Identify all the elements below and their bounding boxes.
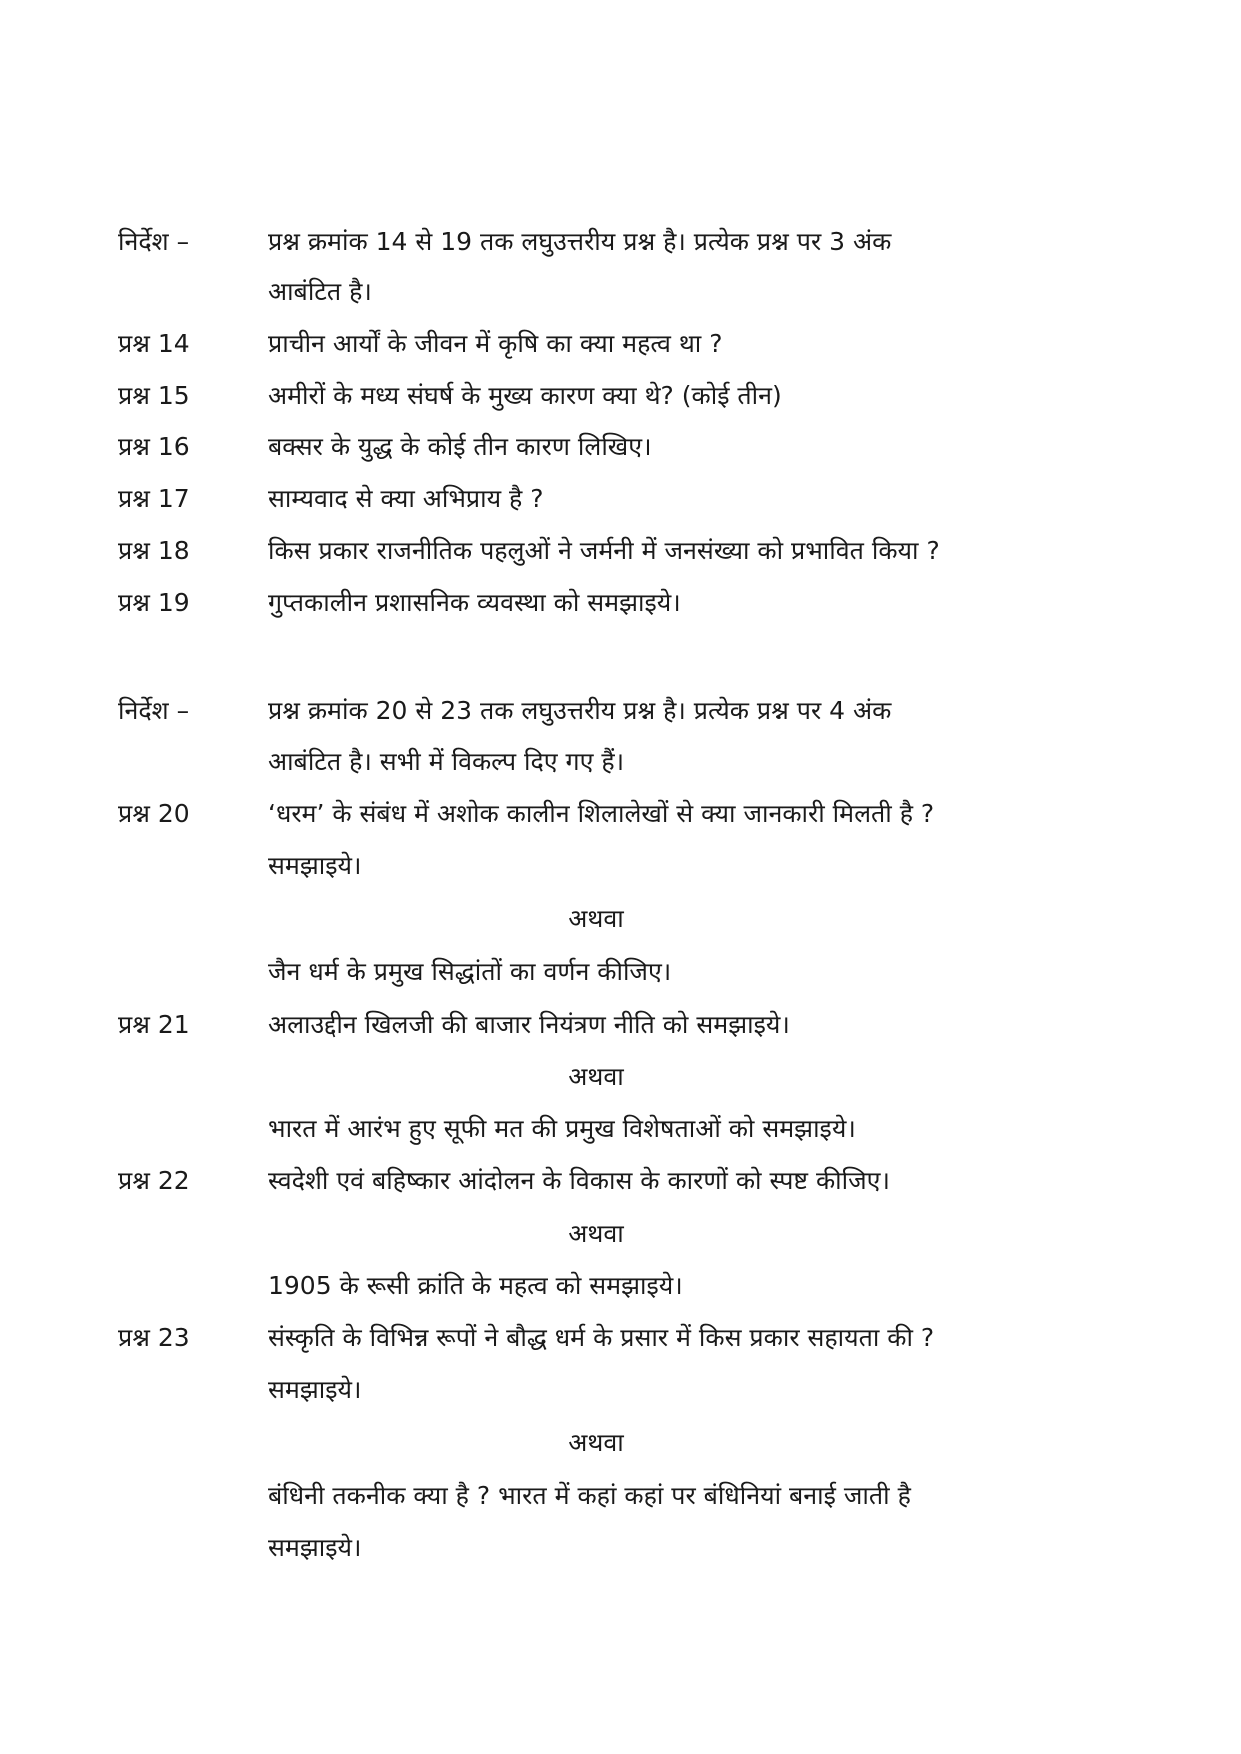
question-label: प्रश्न 15 <box>118 381 190 410</box>
or-label: अथवा <box>568 904 624 933</box>
or-divider <box>0 1417 1241 1469</box>
alternative-text: जैन धर्म के प्रमुख सिद्धांतों का वर्णन कीजिए। <box>268 957 672 986</box>
question-21-alternative <box>0 1103 1241 1155</box>
instruction-1-cont <box>0 266 1241 318</box>
or-divider <box>0 1051 1241 1103</box>
or-label: अथवा <box>568 1428 624 1457</box>
question-text: समझाइये। <box>268 1375 362 1404</box>
question-text: गुप्तकालीन प्रशासनिक व्यवस्था को समझाइये। <box>268 588 681 617</box>
question-text: अलाउद्दीन खिलजी की बाजार नियंत्रण नीति को समझाइये। <box>268 1010 790 1039</box>
question-text: समझाइये। <box>268 851 362 880</box>
question-label: प्रश्न 14 <box>118 329 190 358</box>
or-label: अथवा <box>568 1219 624 1248</box>
question-label: प्रश्न 18 <box>118 536 190 565</box>
instruction-1 <box>0 216 1241 268</box>
question-20-cont <box>0 840 1241 892</box>
question-label: प्रश्न 22 <box>118 1166 190 1195</box>
question-text: साम्यवाद से क्या अभिप्राय है ? <box>268 484 544 513</box>
question-16 <box>0 421 1241 473</box>
question-label: प्रश्न 17 <box>118 484 190 513</box>
question-19 <box>0 577 1241 629</box>
question-text: अमीरों के मध्य संघर्ष के मुख्य कारण क्या थे? (कोई तीन) <box>268 381 782 410</box>
question-text: स्वदेशी एवं बहिष्कार आंदोलन के विकास के कारणों को स्पष्ट कीजिए। <box>268 1166 890 1195</box>
alternative-text: बंधिनी तकनीक क्या है ? भारत में कहां कहां पर बंधिनियां बनाई जाती है <box>268 1481 911 1510</box>
question-label: प्रश्न 19 <box>118 588 190 617</box>
question-22 <box>0 1155 1241 1207</box>
question-text: संस्कृति के विभिन्न रूपों ने बौद्ध धर्म के प्रसार में किस प्रकार सहायता की ? <box>268 1323 935 1352</box>
question-21 <box>0 999 1241 1051</box>
alternative-text: 1905 के रूसी क्रांति के महत्व को समझाइये। <box>268 1271 683 1300</box>
question-23 <box>0 1312 1241 1364</box>
question-17 <box>0 473 1241 525</box>
question-23-alternative <box>0 1470 1241 1522</box>
question-20-alternative <box>0 946 1241 998</box>
or-divider <box>0 893 1241 945</box>
alternative-text: समझाइये। <box>268 1533 362 1562</box>
instruction-text: प्रश्न क्रमांक 14 से 19 तक लघुउत्तरीय प्रश्न है। प्रत्येक प्रश्न पर 3 अंक <box>268 227 892 256</box>
question-label: प्रश्न 16 <box>118 432 190 461</box>
question-22-alternative <box>0 1260 1241 1312</box>
instruction-2 <box>0 685 1241 737</box>
question-label: प्रश्न 23 <box>118 1323 190 1352</box>
question-18 <box>0 525 1241 577</box>
instruction-label: निर्देश – <box>118 227 190 256</box>
instruction-text: प्रश्न क्रमांक 20 से 23 तक लघुउत्तरीय प्रश्न है। प्रत्येक प्रश्न पर 4 अंक <box>268 696 892 725</box>
question-14 <box>0 318 1241 370</box>
question-text: ‘धरम’ के संबंध में अशोक कालीन शिलालेखों से क्या जानकारी मिलती है ? <box>268 799 935 828</box>
question-23-alternative-cont <box>0 1522 1241 1574</box>
question-text: किस प्रकार राजनीतिक पहलुओं ने जर्मनी में जनसंख्या को प्रभावित किया ? <box>268 536 940 565</box>
question-text: बक्सर के युद्ध के कोई तीन कारण लिखिए। <box>268 432 652 461</box>
instruction-label: निर्देश – <box>118 696 190 725</box>
question-20 <box>0 788 1241 840</box>
question-label: प्रश्न 21 <box>118 1010 190 1039</box>
or-label: अथवा <box>568 1062 624 1091</box>
or-divider <box>0 1208 1241 1260</box>
question-label: प्रश्न 20 <box>118 799 190 828</box>
question-15 <box>0 370 1241 422</box>
alternative-text: भारत में आरंभ हुए सूफी मत की प्रमुख विशेषताओं को समझाइये। <box>268 1114 856 1143</box>
instruction-text: आबंटित है। <box>268 277 372 306</box>
instruction-text: आबंटित है। सभी में विकल्प दिए गए हैं। <box>268 747 625 776</box>
instruction-2-cont <box>0 736 1241 788</box>
question-23-cont <box>0 1364 1241 1416</box>
question-text: प्राचीन आर्यों के जीवन में कृषि का क्या महत्व था ? <box>268 329 723 358</box>
